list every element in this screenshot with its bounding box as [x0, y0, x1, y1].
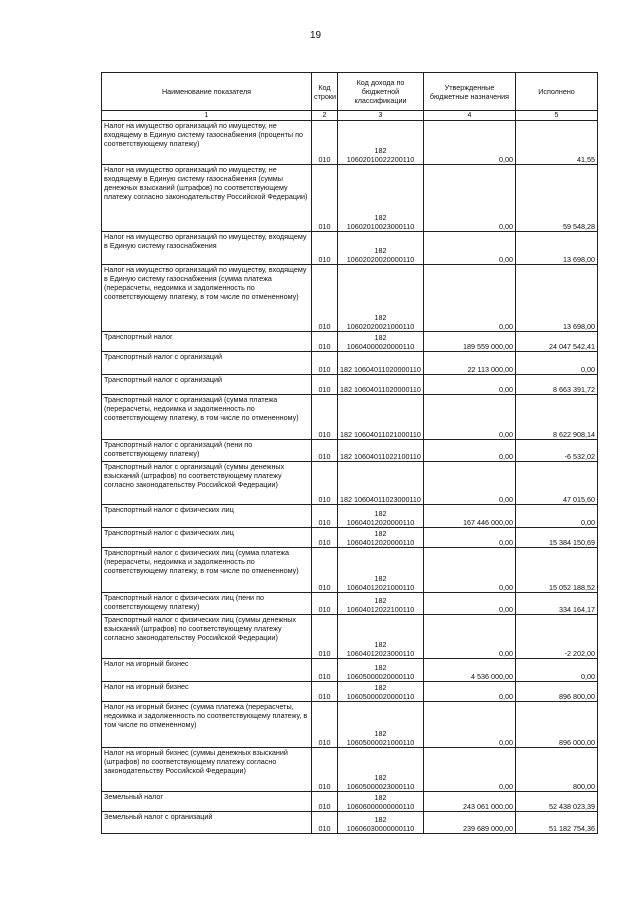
- row-income-code: 182 10606000000000110: [338, 792, 424, 812]
- row-executed-amount: -6 532,02: [516, 440, 598, 462]
- column-number: 5: [516, 111, 598, 121]
- row-code: 010: [312, 165, 338, 232]
- row-code: 010: [312, 505, 338, 528]
- row-approved-amount: 0,00: [424, 121, 516, 165]
- row-name: Налог на имущество организаций по имуществу, входящему в Единую систему газоснабжения: [102, 232, 312, 265]
- row-income-code: 182 10604012022100110: [338, 593, 424, 615]
- row-code: 010: [312, 440, 338, 462]
- table-row: [102, 792, 598, 812]
- table-row: [102, 462, 598, 505]
- table-row: [102, 812, 598, 834]
- row-name: Транспортный налог: [102, 332, 312, 352]
- table-row: [102, 121, 598, 165]
- row-approved-amount: 22 113 000,00: [424, 352, 516, 375]
- row-approved-amount: 4 536 000,00: [424, 659, 516, 682]
- row-income-code: 182 10604011023000110: [338, 462, 424, 505]
- row-income-code: 182 10602010023000110: [338, 165, 424, 232]
- row-executed-amount: 15 384 150,69: [516, 528, 598, 548]
- row-name: Транспортный налог с физических лиц (пени по соответствующему платежу): [102, 593, 312, 615]
- row-executed-amount: 47 015,60: [516, 462, 598, 505]
- table-row: [102, 332, 598, 352]
- row-executed-amount: 15 052 188,52: [516, 548, 598, 593]
- row-income-code: 182 10602020020000110: [338, 232, 424, 265]
- row-code: 010: [312, 352, 338, 375]
- header-executed: Исполнено: [516, 73, 598, 111]
- budget-execution-table: [101, 72, 598, 834]
- row-executed-amount: 24 047 542,41: [516, 332, 598, 352]
- table-row: [102, 352, 598, 375]
- table-row: [102, 748, 598, 792]
- row-code: 010: [312, 232, 338, 265]
- row-code: 010: [312, 748, 338, 792]
- row-executed-amount: 13 698,00: [516, 265, 598, 332]
- row-name: Налог на игорный бизнес: [102, 659, 312, 682]
- row-income-code: 182 10604012020000110: [338, 505, 424, 528]
- row-name: Налог на имущество организаций по имуществу, не входящему в Единую систему газоснабжения (суммы денежных взысканий (штрафов) по соответствующему платежу согласно законодательству Российской Федерации): [102, 165, 312, 232]
- column-number: 2: [312, 111, 338, 121]
- row-name: Налог на игорный бизнес: [102, 682, 312, 702]
- row-executed-amount: -2 202,00: [516, 615, 598, 659]
- row-income-code: 182 10604012020000110: [338, 528, 424, 548]
- header-code-row: Код строки: [312, 73, 338, 111]
- row-income-code: 182 10604011020000110: [338, 352, 424, 375]
- row-approved-amount: 0,00: [424, 395, 516, 440]
- table-row: [102, 615, 598, 659]
- row-approved-amount: 0,00: [424, 748, 516, 792]
- table-header-row: [102, 73, 598, 111]
- row-approved-amount: 0,00: [424, 702, 516, 748]
- header-name: Наименование показателя: [102, 73, 312, 111]
- row-executed-amount: 52 438 023,39: [516, 792, 598, 812]
- row-approved-amount: 0,00: [424, 265, 516, 332]
- column-number: 3: [338, 111, 424, 121]
- header-approved: Утвержденные бюджетные назначения: [424, 73, 516, 111]
- row-approved-amount: 0,00: [424, 615, 516, 659]
- table-row: [102, 395, 598, 440]
- row-executed-amount: 8 622 908,14: [516, 395, 598, 440]
- row-code: 010: [312, 615, 338, 659]
- row-executed-amount: 51 182 754,36: [516, 812, 598, 834]
- table-row: [102, 505, 598, 528]
- row-name: Налог на игорный бизнес (суммы денежных взысканий (штрафов) по соответствующему платежу согласно законодательству Российской Федерации): [102, 748, 312, 792]
- row-code: 010: [312, 659, 338, 682]
- page-number: 19: [309, 30, 322, 41]
- row-income-code: 182 10605000023000110: [338, 748, 424, 792]
- table-row: [102, 165, 598, 232]
- row-approved-amount: 0,00: [424, 462, 516, 505]
- row-name: Налог на имущество организаций по имуществу, входящему в Единую систему газоснабжения (сумма платежа (перерасчеты, недоимка и задолженность по соответствующему платежу, в том числе по отмененному): [102, 265, 312, 332]
- table-row: [102, 440, 598, 462]
- column-number: 1: [102, 111, 312, 121]
- row-approved-amount: 243 061 000,00: [424, 792, 516, 812]
- row-code: 010: [312, 702, 338, 748]
- row-name: Земельный налог с организаций: [102, 812, 312, 834]
- row-executed-amount: 41,55: [516, 121, 598, 165]
- row-name: Транспортный налог с организаций: [102, 375, 312, 395]
- row-code: 010: [312, 528, 338, 548]
- row-code: 010: [312, 792, 338, 812]
- row-name: Транспортный налог с физических лиц: [102, 528, 312, 548]
- column-number: 4: [424, 111, 516, 121]
- row-name: Земельный налог: [102, 792, 312, 812]
- row-code: 010: [312, 462, 338, 505]
- row-income-code: 182 10605000020000110: [338, 659, 424, 682]
- row-income-code: 182 10604000020000110: [338, 332, 424, 352]
- row-income-code: 182 10604012023000110: [338, 615, 424, 659]
- row-income-code: 182 10602010022200110: [338, 121, 424, 165]
- table-row: [102, 528, 598, 548]
- row-income-code: 182 10605000020000110: [338, 682, 424, 702]
- row-code: 010: [312, 812, 338, 834]
- row-approved-amount: 0,00: [424, 440, 516, 462]
- row-executed-amount: 0,00: [516, 352, 598, 375]
- row-executed-amount: 59 548,28: [516, 165, 598, 232]
- row-name: Транспортный налог с организаций: [102, 352, 312, 375]
- row-executed-amount: 13 698,00: [516, 232, 598, 265]
- row-income-code: 182 10605000021000110: [338, 702, 424, 748]
- row-approved-amount: 0,00: [424, 548, 516, 593]
- row-executed-amount: 8 663 391,72: [516, 375, 598, 395]
- table-row: [102, 232, 598, 265]
- table-body: [102, 121, 598, 834]
- row-name: Транспортный налог с физических лиц (сумма платежа (перерасчеты, недоимка и задолженность по соответствующему платежу, в том числе по отмененному): [102, 548, 312, 593]
- row-name: Транспортный налог с организаций (суммы денежных взысканий (штрафов) по соответствующему платежу согласно законодательству Российской Федерации): [102, 462, 312, 505]
- row-code: 010: [312, 395, 338, 440]
- row-name: Транспортный налог с организаций (сумма платежа (перерасчеты, недоимка и задолженность по соответствующему платежу, в том числе по отмененному): [102, 395, 312, 440]
- row-name: Налог на игорный бизнес (сумма платежа (перерасчеты, недоимка и задолженность по соответствующему платежу, в том числе по отмененному): [102, 702, 312, 748]
- row-approved-amount: 239 689 000,00: [424, 812, 516, 834]
- row-approved-amount: 189 559 000,00: [424, 332, 516, 352]
- row-executed-amount: 0,00: [516, 659, 598, 682]
- row-executed-amount: 800,00: [516, 748, 598, 792]
- row-code: 010: [312, 332, 338, 352]
- row-approved-amount: 0,00: [424, 165, 516, 232]
- row-name: Транспортный налог с организаций (пени по соответствующему платежу): [102, 440, 312, 462]
- row-name: Транспортный налог с физических лиц (суммы денежных взысканий (штрафов) по соответствующему платежу согласно законодательству Российской Федерации): [102, 615, 312, 659]
- row-approved-amount: 0,00: [424, 375, 516, 395]
- table-row: [102, 265, 598, 332]
- table-row: [102, 682, 598, 702]
- row-executed-amount: 334 164,17: [516, 593, 598, 615]
- row-approved-amount: 0,00: [424, 682, 516, 702]
- row-income-code: 182 10602020021000110: [338, 265, 424, 332]
- row-income-code: 182 10604012021000110: [338, 548, 424, 593]
- table-row: [102, 702, 598, 748]
- row-code: 010: [312, 682, 338, 702]
- row-executed-amount: 896 800,00: [516, 682, 598, 702]
- row-approved-amount: 0,00: [424, 593, 516, 615]
- row-approved-amount: 167 446 000,00: [424, 505, 516, 528]
- row-name: Налог на имущество организаций по имуществу, не входящему в Единую систему газоснабжения (проценты по соответствующему платежу): [102, 121, 312, 165]
- row-code: 010: [312, 121, 338, 165]
- row-code: 010: [312, 375, 338, 395]
- table-row: [102, 375, 598, 395]
- table-row: [102, 659, 598, 682]
- column-number-row: [102, 111, 598, 121]
- row-code: 010: [312, 593, 338, 615]
- table-row: [102, 548, 598, 593]
- row-code: 010: [312, 265, 338, 332]
- row-name: Транспортный налог с физических лиц: [102, 505, 312, 528]
- row-executed-amount: 0,00: [516, 505, 598, 528]
- row-income-code: 182 10606030000000110: [338, 812, 424, 834]
- row-income-code: 182 10604011020000110: [338, 375, 424, 395]
- row-approved-amount: 0,00: [424, 528, 516, 548]
- row-income-code: 182 10604011022100110: [338, 440, 424, 462]
- header-income-code: Код дохода по бюджетной классификации: [338, 73, 424, 111]
- row-approved-amount: 0,00: [424, 232, 516, 265]
- row-code: 010: [312, 548, 338, 593]
- table-row: [102, 593, 598, 615]
- row-income-code: 182 10604011021000110: [338, 395, 424, 440]
- row-executed-amount: 896 000,00: [516, 702, 598, 748]
